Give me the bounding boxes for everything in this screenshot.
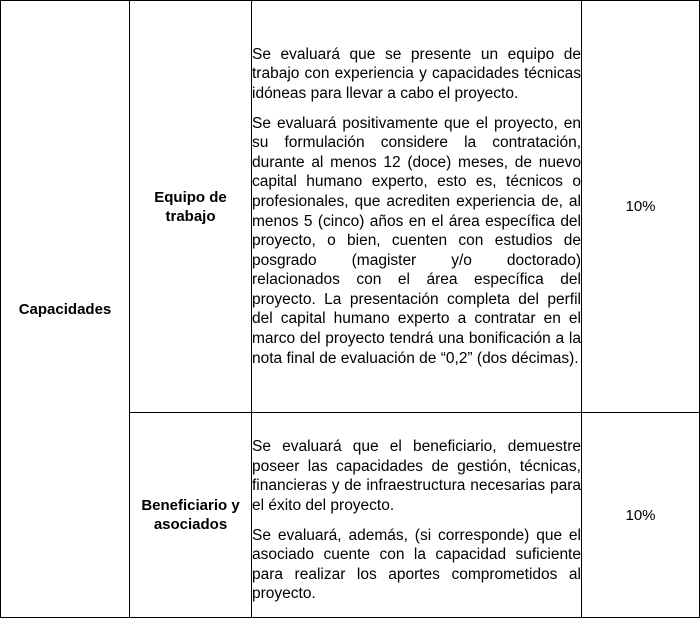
category-cell: Capacidades [1,1,130,618]
description-cell [252,1,582,413]
weight-cell: 10% [582,1,700,413]
table-row [1,1,700,413]
subcategory-cell: Equipo de trabajo [130,1,252,413]
description-paragraph: Se evaluará, además, (si corresponde) que el asociado cuente con la capacidad suficiente para realizar los aportes comprometidos al proyecto. [252,526,581,603]
description-paragraph: Se evaluará que el beneficiario, demuestre poseer las capacidades de gestión, técnicas, financieras y de infraestructura necesarias para el éxito del proyecto. [252,438,581,514]
subcategory-cell: Beneficiario y asociados [130,413,252,618]
description-paragraph: Se evaluará positivamente que el proyecto, en su formulación considere la contratación, durante al menos 12 (doce) meses, de nuevo capital humano experto, esto es, técnicos o profesionales, que acrediten experiencia de, al menos 5 (cinco) años en el área específica del proyecto, o bien, cuenten con estudios de posgrado (magister y/o doctorado) relacionados con el área específica del proyecto. La presentación completa del perfil del capital humano experto a contratar en el marco del proyecto tendrá una bonificación a la nota final de evaluación de “0,2” (dos décimas). [252,114,581,367]
weight-cell: 10% [582,413,700,618]
description-paragraph: Se evaluará que se presente un equipo de trabajo con experiencia y capacidades técnicas idóneas para llevar a cabo el proyecto. [252,45,581,102]
description-cell [252,413,582,618]
